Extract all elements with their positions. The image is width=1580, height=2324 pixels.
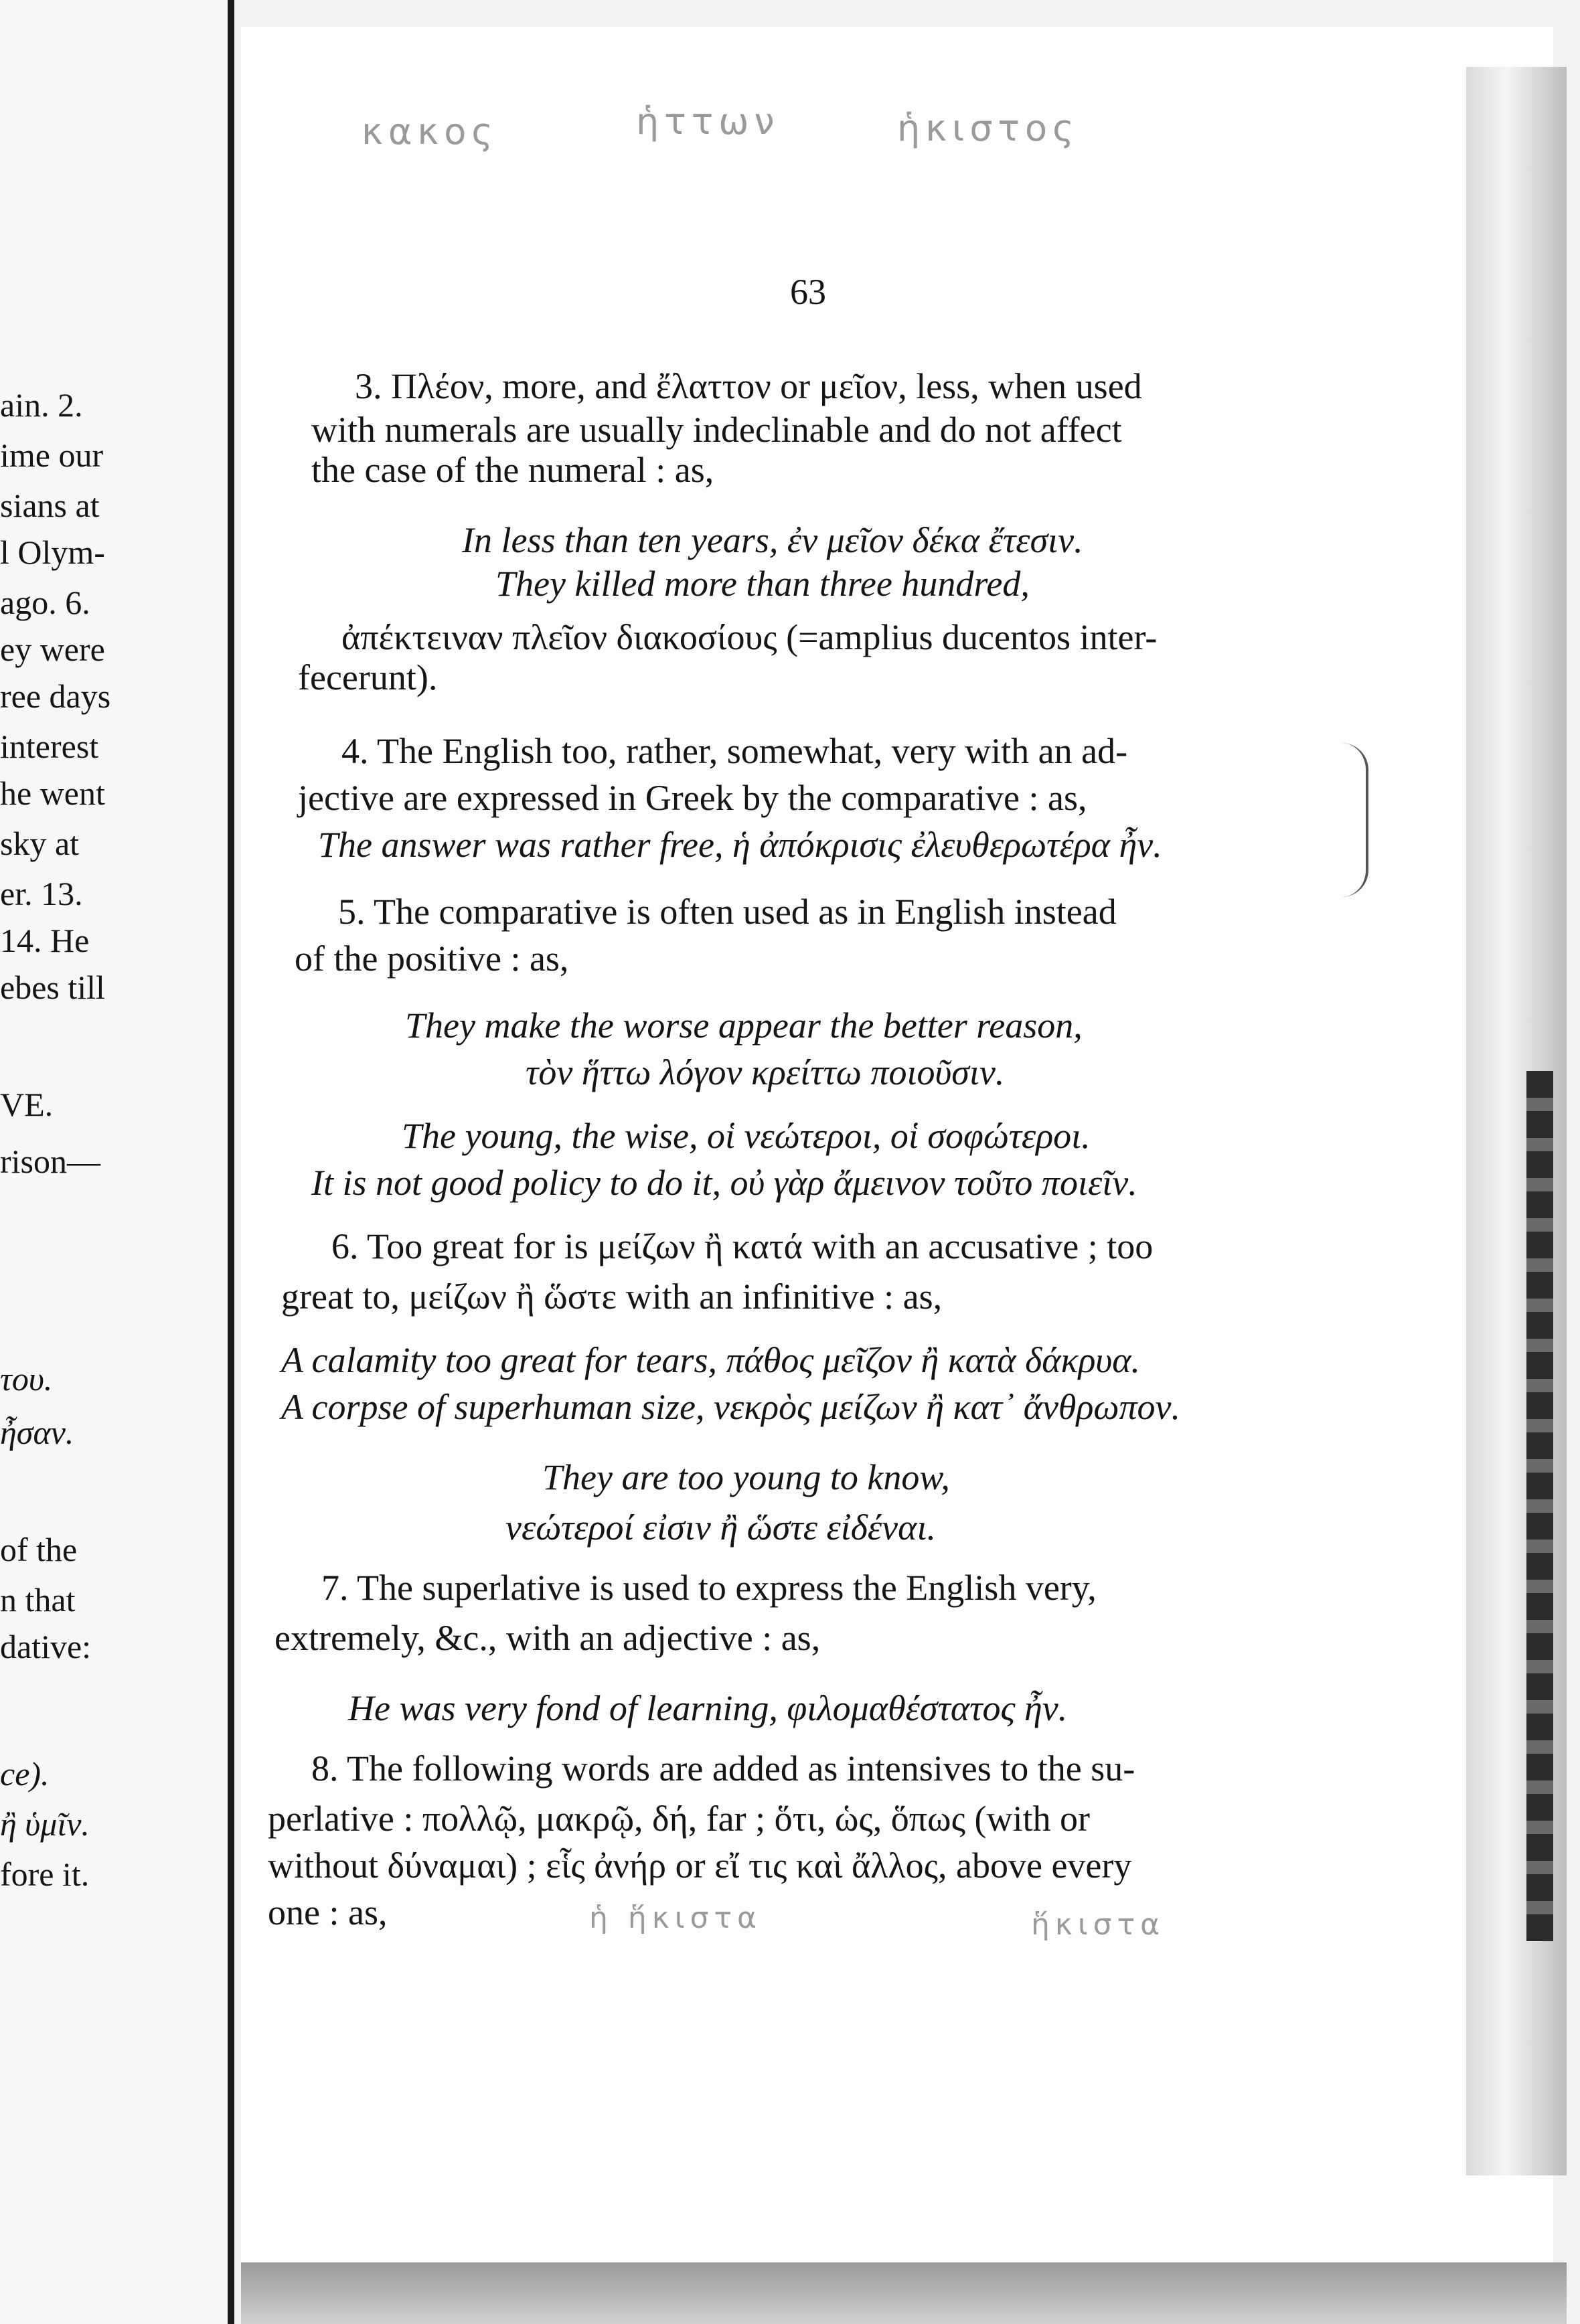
text-line: 5. The comparative is often used as in English instead xyxy=(338,892,1117,932)
left-facing-page xyxy=(0,0,234,2324)
text-line: 3. Πλέον, more, and ἔλαττον or μεῖον, less, when used xyxy=(355,366,1142,406)
pencil-note: ἡττων xyxy=(636,100,780,143)
text-line: They are too young to know, xyxy=(542,1457,950,1497)
text-line: 7. The superlative is used to express the English very, xyxy=(321,1568,1097,1608)
pencil-note: ἡ ἥκιστα xyxy=(589,1901,762,1935)
left-fragment: του. xyxy=(0,1360,53,1398)
left-fragment: ebes till xyxy=(0,969,105,1006)
left-fragment: ey were xyxy=(0,631,105,668)
left-fragment: ἦσαν. xyxy=(0,1414,74,1451)
text-line: the case of the numeral : as, xyxy=(311,450,714,490)
pencil-note: ἡκιστος xyxy=(897,107,1079,149)
text-line: 8. The following words are added as intensives to the su- xyxy=(311,1748,1135,1789)
text-line: 4. The English too, rather, somewhat, very with an ad- xyxy=(341,731,1128,771)
text-line: 6. Too great for is μείζων ἢ κατά with an accusative ; too xyxy=(331,1226,1154,1266)
left-fragment: rison— xyxy=(0,1143,100,1180)
text-line: A calamity too great for tears, πάθος μεῖζον ἢ κατὰ δάκρυα. xyxy=(281,1340,1141,1380)
text-line: of the positive : as, xyxy=(295,938,569,979)
left-fragment: n that xyxy=(0,1581,76,1618)
text-line: great to, μείζων ἢ ὥστε with an infinitive : as, xyxy=(281,1276,943,1317)
left-fragment: ain. 2. xyxy=(0,386,83,424)
text-line: without δύναμαι) ; εἷς ἀνήρ or εἴ τις καὶ ἄλλος, above every xyxy=(268,1845,1132,1886)
left-fragment: ree days xyxy=(0,677,111,715)
left-fragment: dative: xyxy=(0,1628,92,1665)
page-number: 63 xyxy=(790,272,826,312)
text-line: The young, the wise, οἱ νεώτεροι, οἱ σοφώτεροι. xyxy=(402,1116,1091,1156)
book-bottom-edge xyxy=(241,2262,1567,2324)
left-fragment: fore it. xyxy=(0,1855,90,1893)
book-spine xyxy=(1526,1071,1553,1941)
pencil-note: κακος xyxy=(362,110,498,153)
text-line: with numerals are usually indeclinable and do not affect xyxy=(311,410,1122,450)
text-line: extremely, &c., with an adjective : as, xyxy=(274,1618,821,1658)
left-fragment: of the xyxy=(0,1531,78,1568)
text-line: A corpse of superhuman size, νεκρὸς μείζων ἢ κατ᾽ ἄνθρωπον. xyxy=(281,1387,1181,1427)
text-line: νεώτεροί εἰσιν ἢ ὥστε εἰδέναι. xyxy=(505,1507,936,1548)
left-fragment: VE. xyxy=(0,1086,54,1123)
left-fragment: ἢ ὑμῖν. xyxy=(0,1805,90,1843)
left-fragment: interest xyxy=(0,728,99,765)
pencil-margin-bracket xyxy=(1339,743,1368,897)
left-fragment: ime our xyxy=(0,436,104,474)
text-line: fecerunt). xyxy=(298,657,438,697)
text-line: jective are expressed in Greek by the comparative : as, xyxy=(298,778,1087,818)
left-fragment: l Olym- xyxy=(0,533,105,571)
left-fragment: he went xyxy=(0,774,105,812)
text-line: They make the worse appear the better reason, xyxy=(405,1005,1083,1046)
text-line: In less than ten years, ἐν μεῖον δέκα ἔτεσιν. xyxy=(462,520,1083,560)
left-fragment: er. 13. xyxy=(0,875,83,912)
text-line: τὸν ἥττω λόγον κρείττω ποιοῦσιν. xyxy=(526,1052,1005,1092)
text-line: The answer was rather free, ἡ ἀπόκρισις ἐλευθερωτέρα ἦν. xyxy=(318,825,1162,865)
text-line: They killed more than three hundred, xyxy=(495,564,1030,604)
text-line: He was very fond of learning, φιλομαθέστατος ἦν. xyxy=(348,1688,1068,1728)
text-line: It is not good policy to do it, οὐ γὰρ ἄμεινον τοῦτο ποιεῖν. xyxy=(311,1163,1137,1203)
left-fragment: sky at xyxy=(0,825,80,862)
left-fragment: 14. He xyxy=(0,922,90,959)
text-line: perlative : πολλῷ, μακρῷ, δή, far ; ὅτι, ὡς, ὅπως (with or xyxy=(268,1799,1090,1839)
left-fragment: ce). xyxy=(0,1755,50,1793)
text-line: ἀπέκτειναν πλεῖον διακοσίους (=amplius ducentos inter- xyxy=(341,617,1158,657)
text-line: one : as, xyxy=(268,1892,388,1932)
pencil-note: ἥκιστα xyxy=(1031,1908,1166,1942)
left-fragment: ago. 6. xyxy=(0,584,90,621)
left-fragment: sians at xyxy=(0,487,100,524)
